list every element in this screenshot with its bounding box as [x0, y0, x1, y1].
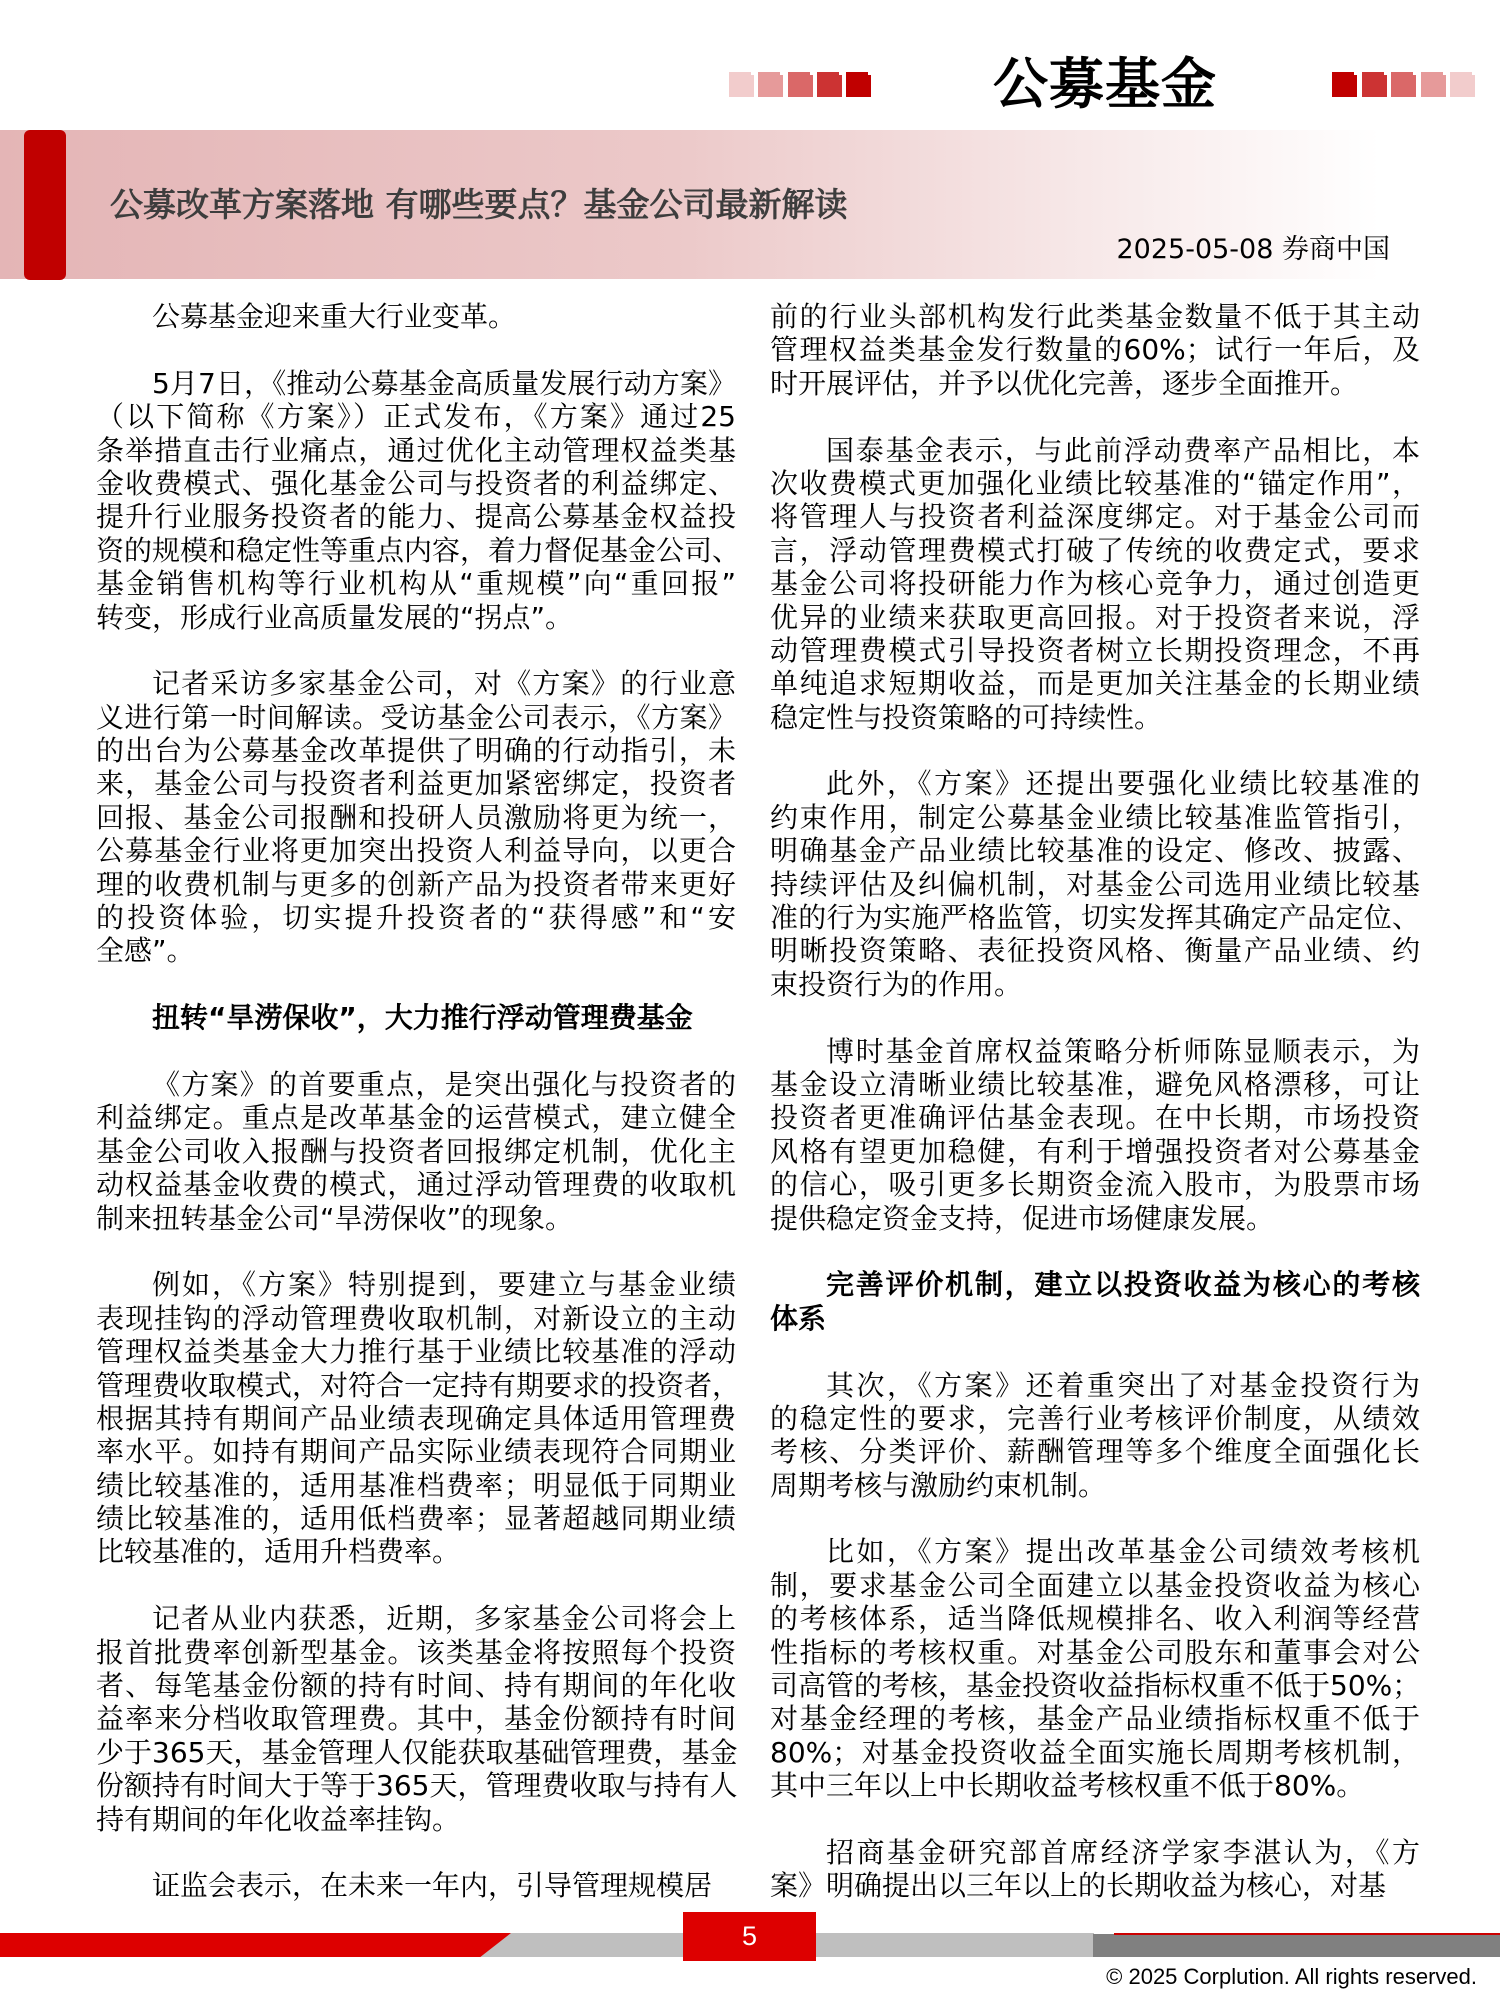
- text-line: 稳定性与投资策略的可持续性。: [770, 700, 1163, 734]
- square-icon: [846, 72, 871, 97]
- text-line: 利益绑定。重点是改革基金的运营模式，建立健全: [96, 1101, 736, 1135]
- text-line: 的考核体系，适当降低规模排名、收入利润等经营: [770, 1602, 1420, 1636]
- square-icon: [1332, 72, 1357, 97]
- paragraph: [770, 1836, 1420, 1903]
- text-line: 体系: [770, 1301, 827, 1335]
- text-line: 招商基金研究部首席经济学家李湛认为，《方: [826, 1835, 1420, 1869]
- paragraph: [770, 1535, 1420, 1802]
- footer-red-line: [1114, 1933, 1500, 1935]
- square-icon: [1421, 72, 1446, 97]
- text-line: 回报、基金公司报酬和投研人员激励将更为统一，: [96, 800, 736, 834]
- text-line: 的投资体验，切实提升投资者的“获得感”和“安: [96, 901, 736, 935]
- section-title: 公募基金: [992, 52, 1217, 116]
- text-line: 比较基准的，适用升档费率。: [96, 1535, 461, 1569]
- page-number: 5: [683, 1912, 816, 1961]
- text-line: 准的行为实施严格监管，切实发挥其确定产品定位、: [770, 901, 1420, 935]
- text-line: 提升行业服务投资者的能力、提高公募基金权益投: [96, 500, 736, 534]
- text-line: 根据其持有期间产品业绩表现确定具体适用管理费: [96, 1401, 736, 1435]
- text-line: 义进行第一时间解读。受访基金公司表示，《方案》: [96, 700, 736, 734]
- paragraph: [770, 434, 1420, 735]
- text-line: 基金销售机构等行业机构从“重规模”向“重回报”: [96, 567, 736, 601]
- text-line: 明晰投资策略、表征投资风格、衡量产品业绩、约: [770, 934, 1420, 968]
- text-line: 制来扭转基金公司“旱涝保收”的现象。: [96, 1201, 574, 1235]
- text-line: 前的行业头部机构发行此类基金数量不低于其主动: [770, 300, 1420, 333]
- title-accent-bar: [24, 130, 66, 280]
- text-line: 全感”。: [96, 934, 195, 968]
- text-line: 基金设立清晰业绩比较基准，避免风格漂移，可让: [770, 1067, 1420, 1101]
- paragraph: [96, 366, 741, 634]
- text-line: 博时基金首席权益策略分析师陈显顺表示，为: [826, 1034, 1420, 1068]
- text-line: 的信心，吸引更多长期资金流入股市，为股票市场: [770, 1168, 1420, 1202]
- text-line: 对基金经理的考核，基金产品业绩指标权重不低于: [770, 1702, 1420, 1736]
- text-line: 5月7日，《推动公募基金高质量发展行动方案》: [152, 366, 736, 400]
- paragraph: [96, 300, 736, 333]
- text-line: 绩比较基准的，适用低档费率；显著超越同期业绩: [96, 1502, 736, 1536]
- text-line: （以下简称《方案》）正式发布，《方案》通过25: [96, 400, 736, 434]
- text-line: 提供稳定资金支持，促进市场健康发展。: [770, 1201, 1275, 1235]
- text-line: 基金公司收入报酬与投资者回报绑定机制，优化主: [96, 1134, 736, 1168]
- square-icon: [1391, 72, 1416, 97]
- text-line: 周期考核与激励约束机制。: [770, 1468, 1107, 1502]
- text-line: 管理费收取模式，对符合一定持有期要求的投资者，: [96, 1368, 741, 1402]
- text-line: 基金公司将投研能力作为核心竞争力，通过创造更: [770, 567, 1420, 601]
- paragraph: [96, 1869, 736, 1902]
- paragraph: [96, 667, 736, 968]
- text-line: 持续评估及纠偏机制，对基金公司选用业绩比较基: [770, 867, 1420, 901]
- left-column: [96, 300, 741, 1936]
- paragraph: [96, 1068, 736, 1235]
- text-line: 制，要求基金公司全面建立以基金投资收益为核心: [770, 1568, 1420, 1602]
- footer-bar-red: [0, 1933, 511, 1957]
- text-line: 管理权益类基金大力推行基于业绩比较基准的浮动: [96, 1335, 736, 1369]
- section-heading: [770, 1268, 1420, 1335]
- paragraph: [96, 1602, 736, 1836]
- right-column: [770, 300, 1420, 1936]
- text-line: 言，浮动管理费模式打破了传统的收费定式，要求: [770, 533, 1420, 567]
- text-line: 明确基金产品业绩比较基准的设定、修改、披露、: [770, 834, 1420, 868]
- text-line: 案》明确提出以三年以上的长期收益为核心，对基: [770, 1869, 1387, 1903]
- text-line: 转变，形成行业高质量发展的“拐点”。: [96, 600, 574, 634]
- text-line: 证监会表示，在未来一年内，引导管理规模居: [152, 1869, 713, 1903]
- copyright-notice: © 2025 Corplution. All rights reserved.: [1106, 1964, 1477, 1989]
- text-line: 的出台为公募基金改革提供了明确的行动指引，未: [96, 734, 736, 768]
- square-icon: [758, 72, 783, 97]
- text-line: 持有期间的年化收益率挂钩。: [96, 1802, 461, 1836]
- paragraph: [770, 1035, 1420, 1235]
- text-line: 的稳定性的要求，完善行业考核评价制度，从绩效: [770, 1401, 1420, 1435]
- text-line: 考核、分类评价、薪酬管理等多个维度全面强化长: [770, 1435, 1420, 1469]
- text-line: 表现挂钩的浮动管理费收取机制，对新设立的主动: [96, 1301, 736, 1335]
- text-line: 束投资行为的作用。: [770, 967, 1023, 1001]
- text-line: 绩比较基准的，适用基准档费率；明显低于同期业: [96, 1468, 736, 1502]
- paragraph: [770, 1369, 1420, 1503]
- text-line: 次收费模式更加强化业绩比较基准的“锚定作用”，: [770, 466, 1420, 500]
- text-line: 此外，《方案》还提出要强化业绩比较基准的: [826, 767, 1420, 801]
- text-line: 投资者更准确评估基金表现。在中长期，市场投资: [770, 1101, 1420, 1135]
- text-line: 国泰基金表示，与此前浮动费率产品相比，本: [826, 433, 1420, 467]
- text-line: 益率来分档收取管理费。其中，基金份额持有时间: [96, 1702, 736, 1736]
- text-line: 《方案》的首要重点，是突出强化与投资者的: [152, 1067, 736, 1101]
- article-date-source: 2025-05-08 券商中国: [1116, 234, 1390, 265]
- text-line: 将管理人与投资者利益深度绑定。对于基金公司而: [770, 500, 1420, 534]
- text-line: 约束作用，制定公募基金业绩比较基准监管指引，: [770, 800, 1420, 834]
- square-icon: [729, 72, 754, 97]
- text-line: 理的收费机制与更多的创新产品为投资者带来更好: [96, 867, 736, 901]
- text-line: 性指标的考核权重。对基金公司股东和董事会对公: [770, 1635, 1420, 1669]
- text-line: 来，基金公司与投资者利益更加紧密绑定，投资者: [96, 767, 736, 801]
- text-line: 报首批费率创新型基金。该类基金将按照每个投资: [96, 1635, 736, 1669]
- section-heading: [96, 1001, 736, 1034]
- text-line: 扭转“旱涝保收”，大力推行浮动管理费基金: [152, 1001, 693, 1035]
- text-line: 司高管的考核，基金投资收益指标权重不低于50%；: [770, 1669, 1421, 1703]
- text-line: 单纯追求短期收益，而是更加关注基金的长期业绩: [770, 667, 1420, 701]
- square-icon: [1450, 72, 1475, 97]
- text-line: 时开展评估，并予以优化完善，逐步全面推开。: [770, 366, 1359, 400]
- text-line: 记者采访多家基金公司，对《方案》的行业意: [152, 667, 736, 701]
- text-line: 者、每笔基金份额的持有时间、持有期间的年化收: [96, 1669, 736, 1703]
- text-line: 比如，《方案》提出改革基金公司绩效考核机: [826, 1535, 1420, 1569]
- text-line: 动管理费模式引导投资者树立长期投资理念，不再: [770, 633, 1420, 667]
- text-line: 例如，《方案》特别提到，要建立与基金业绩: [152, 1268, 736, 1302]
- text-line: 80%；对基金投资收益全面实施长周期考核机制，: [770, 1735, 1420, 1769]
- article-title: 公募改革方案落地 有哪些要点？基金公司最新解读: [110, 185, 848, 224]
- footer-bar-dark: [1093, 1934, 1500, 1957]
- text-line: 公募基金迎来重大行业变革。: [152, 300, 517, 333]
- text-line: 风格有望更加稳健，有利于增强投资者对公募基金: [770, 1134, 1420, 1168]
- text-line: 管理权益类基金发行数量的60%；试行一年后，及: [770, 333, 1420, 367]
- paragraph: [770, 767, 1420, 1001]
- text-line: 份额持有时间大于等于365天，管理费收取与持有人: [96, 1769, 738, 1803]
- text-line: 公募基金行业将更加突出投资人利益导向，以更合: [96, 834, 736, 868]
- text-line: 其中三年以上中长期收益考核权重不低于80%。: [770, 1769, 1365, 1803]
- text-line: 少于365天，基金管理人仅能获取基础管理费，基金: [96, 1735, 738, 1769]
- square-icon: [1362, 72, 1387, 97]
- text-line: 优异的业绩来获取更高回报。对于投资者来说，浮: [770, 600, 1420, 634]
- text-line: 动权益基金收费的模式，通过浮动管理费的收取机: [96, 1168, 736, 1202]
- square-icon: [817, 72, 842, 97]
- text-line: 资的规模和稳定性等重点内容，着力督促基金公司、: [96, 533, 741, 567]
- paragraph: [770, 300, 1420, 400]
- paragraph: [96, 1268, 741, 1569]
- text-line: 金收费模式、强化基金公司与投资者的利益绑定、: [96, 466, 736, 500]
- text-line: 完善评价机制，建立以投资收益为核心的考核: [826, 1268, 1420, 1302]
- text-line: 其次，《方案》还着重突出了对基金投资行为: [826, 1368, 1420, 1402]
- text-line: 条举措直击行业痛点，通过优化主动管理权益类基: [96, 433, 736, 467]
- square-icon: [788, 72, 813, 97]
- text-line: 率水平。如持有期间产品实际业绩表现符合同期业: [96, 1435, 736, 1469]
- text-line: 记者从业内获悉，近期，多家基金公司将会上: [152, 1602, 736, 1636]
